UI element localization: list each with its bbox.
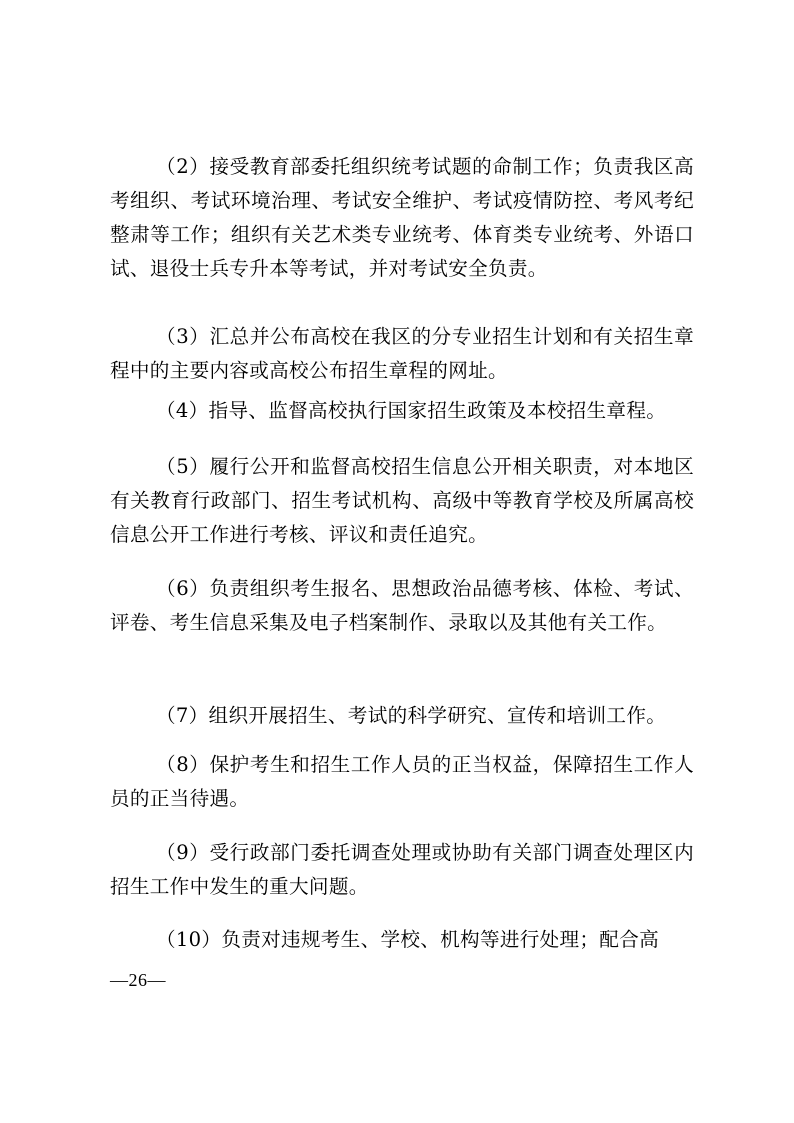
paragraph-6: （6）负责组织考生报名、思想政治品德考核、体检、考试、评卷、考生信息采集及电子档案制作、录取以及其他有关工作。	[110, 577, 694, 634]
paragraph-3: （3）汇总并公布高校在我区的分专业招生计划和有关招生章程中的主要内容或高校公布招生章程的网址。	[110, 325, 694, 382]
paragraph-4: （4）指导、监督高校执行国家招生政策及本校招生章程。	[156, 399, 667, 422]
paragraph-7: （7）组织开展招生、考试的科学研究、宣传和培训工作。	[156, 704, 667, 727]
paragraph-2: （2）接受教育部委托组织统考试题的命制工作；负责我区高考组织、考试环境治理、考试安全维护、考试疫情防控、考风考纪整肃等工作；组织有关艺术类专业统考、体育类专业统考、外语口试、退役士兵专升本等考试，并对考试安全负责。	[110, 155, 694, 280]
paragraph-5: （5）履行公开和监督高校招生信息公开相关职责，对本地区有关教育行政部门、招生考试机构、高级中等教育学校及所属高校信息公开工作进行考核、评议和责任追究。	[110, 455, 694, 546]
paragraph-8: （8）保护考生和招生工作人员的正当权益，保障招生工作人员的正当待遇。	[110, 753, 694, 810]
page-number: —26—	[110, 970, 166, 990]
paragraph-9: （9）受行政部门委托调查处理或协助有关部门调查处理区内招生工作中发生的重大问题。	[110, 841, 694, 898]
paragraph-10: （10）负责对违规考生、学校、机构等进行处理；配合高	[156, 928, 659, 951]
